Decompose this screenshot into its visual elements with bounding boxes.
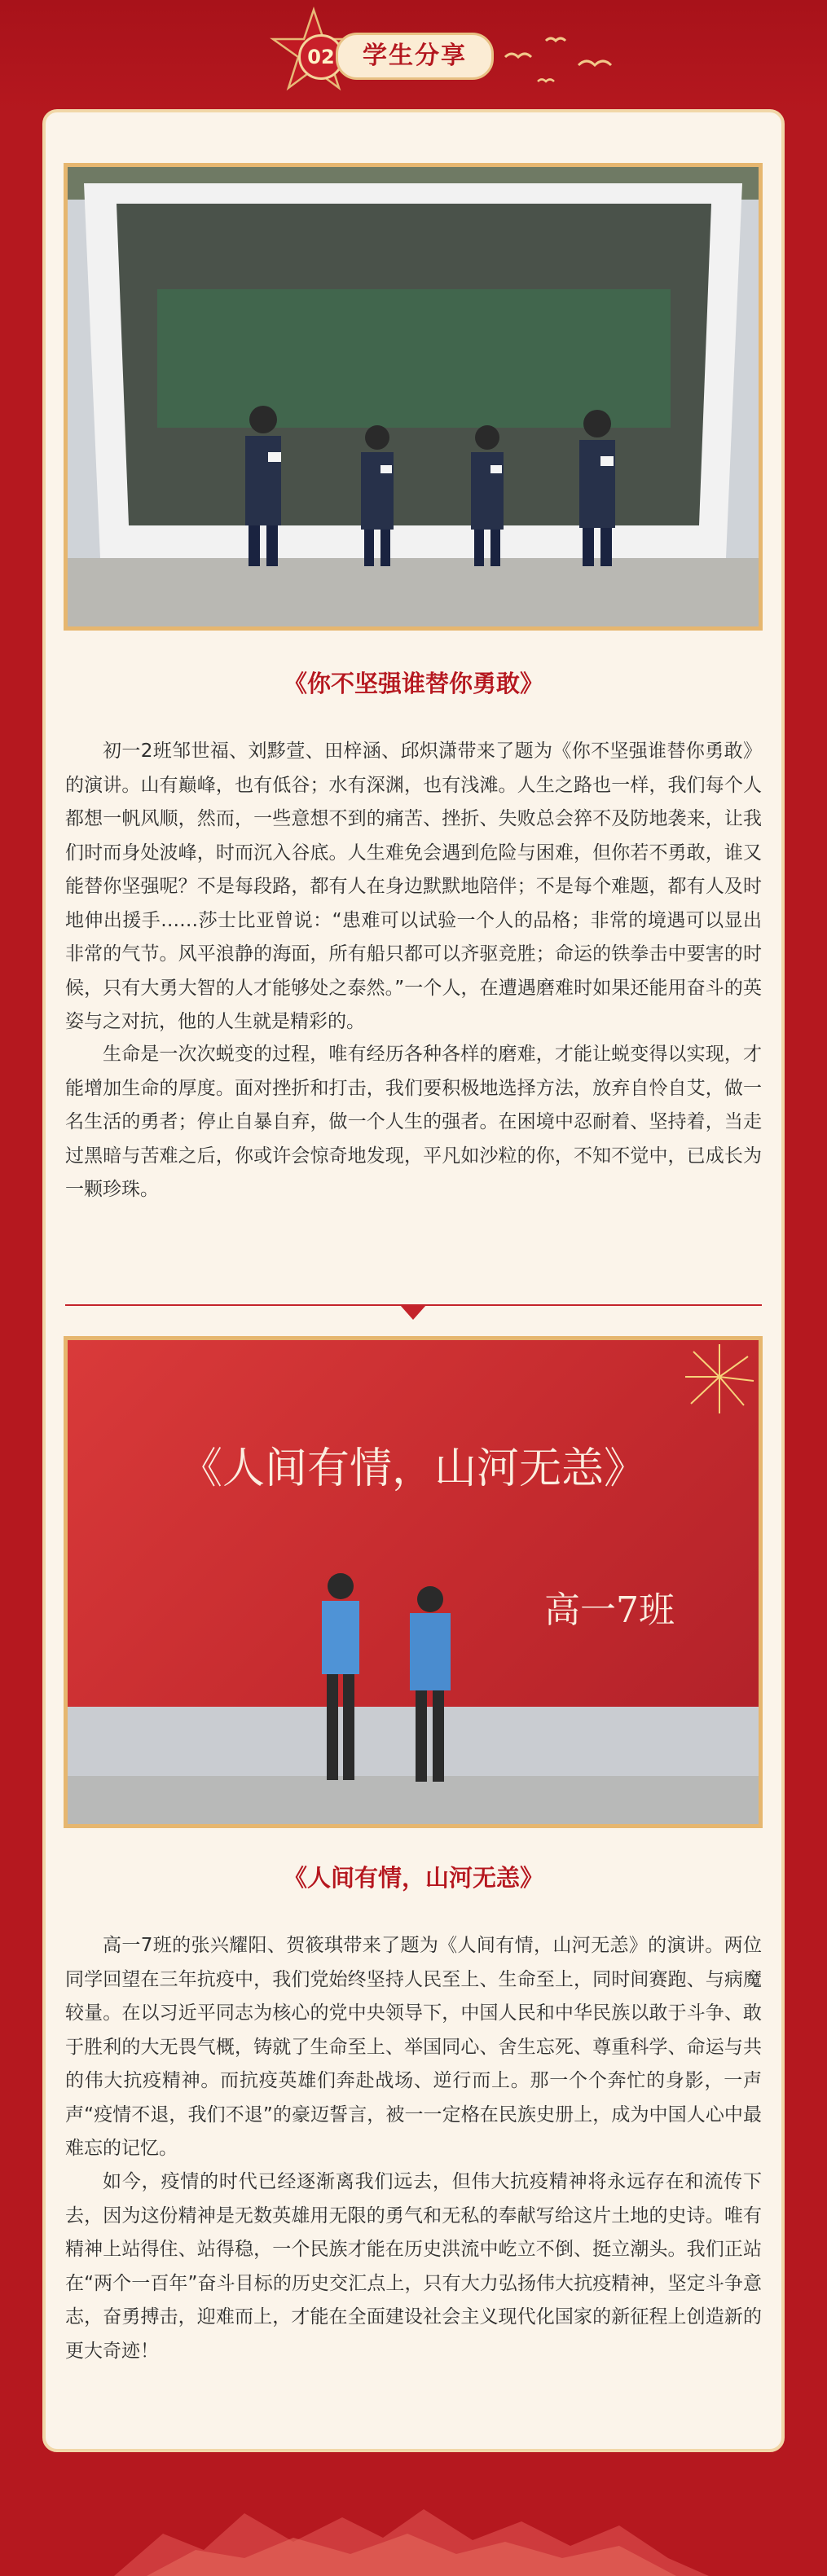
section-heading: 学生分享: [336, 33, 494, 80]
section-number: 02: [298, 34, 344, 80]
section-1-paragraph-2: 生命是一次次蜕变的过程，唯有经历各种各样的磨难，才能让蜕变得以实现，才能增加生命的厚度。面对挫折和打击，我们要积极地选择方法，放弃自怜自艾，做一名生活的勇者；停止自暴自弃，做一个人生的强者。在困境中忍耐着、坚持着，当走过黑暗与苦难之后，你或许会惊奇地发现，平凡如沙粒的你，不知不觉中，已成长为一颗珍珠。: [65, 1044, 762, 1200]
section-1-title: 《你不坚强谁替你勇敢》: [283, 670, 543, 697]
photo-stage-speech-1: [64, 163, 763, 631]
banner-title: 《人间有情，山河无恙》: [179, 1444, 646, 1493]
stage-photo-illustration: [68, 167, 759, 626]
students-illustration: [68, 1340, 759, 1824]
section-1-paragraph-1: 初一2班邹世福、刘黟萱、田梓涵、邱炽潇带来了题为《你不坚强谁替你勇敢》的演讲。山有巅峰，也有低谷；水有深渊，也有浅滩。人生之路也一样，我们每个人都想一帆风顺，然而，一些意想不到的痛苦、挫折、失败总会猝不及防地袭来，让我们时而身处波峰，时而沉入谷底。人生难免会遇到危险与困难，但你若不勇敢，谁又能替你坚强呢？不是每段路，都有人在身边默默地陪伴；不是每个难题，都有人及时地伸出援手……莎士比亚曾说：“患难可以试验一个人的品格；非常的境遇可以显出非常的气节。风平浪静的海面，所有船只都可以齐驱竞胜；命运的铁拳击中要害的时候，只有大勇大智的人才能够处之泰然。”一个人，在遭遇磨难时如果还能用奋斗的英姿与之对抗，他的人生就是精彩的。: [65, 741, 762, 1032]
photo-stage-speech-2: [64, 1336, 763, 1828]
divider-arrow-icon: [400, 1305, 426, 1320]
mountain-decoration: [0, 2436, 827, 2576]
banner-class-label: 高一7班: [544, 1589, 675, 1631]
section-2-paragraph-2: 如今，疫情的时代已经逐渐离我们远去，但伟大抗疫精神将永远存在和流传下去，因为这份精神是无数英雄用无限的勇气和无私的奉献写给这片土地的史诗。唯有精神上站得住、站得稳，一个民族才能在历史洪流中屹立不倒、挺立潮头。我们正站在“两个一百年”奋斗目标的历史交汇点上，只有大力弘扬伟大抗疫精神，坚定斗争意志，奋勇搏击，迎难而上，才能在全面建设社会主义现代化国家的新征程上创造新的更大奇迹！: [65, 2171, 762, 2362]
section-2-title: 《人间有情，山河无恙》: [283, 1864, 543, 1892]
section-2-paragraph-1: 高一7班的张兴耀阳、贺筱琪带来了题为《人间有情，山河无恙》的演讲。两位同学回望在三年抗疫中，我们党始终坚持人民至上、生命至上，同时间赛跑、与病魔较量。在以习近平同志为核心的党中央领导下，中国人民和中华民族以敢于斗争、敢于胜利的大无畏气概，铸就了生命至上、举国同心、舍生忘死、尊重科学、命运与共的伟大抗疫精神。而抗疫英雄们奔赴战场、逆行而上。那一个个奔忙的身影，一声声“疫情不退，我们不退”的豪迈誓言，被一一定格在民族史册上，成为中国人心中最难忘的记忆。: [65, 1935, 762, 2159]
birds-icon: [489, 24, 636, 98]
